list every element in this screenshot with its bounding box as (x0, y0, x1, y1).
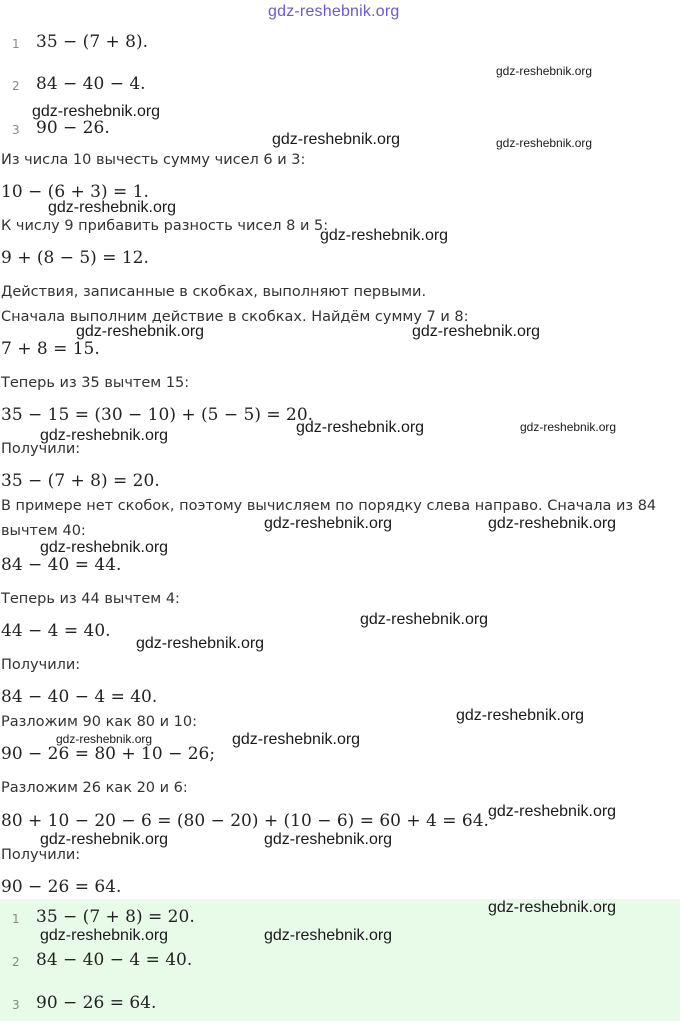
watermark: gdz-reshebnik.org (136, 635, 265, 652)
task-number: 1 (12, 37, 20, 51)
answer-number: 1 (12, 912, 20, 926)
task-number: 2 (12, 79, 20, 93)
solution-text: Получили: (1, 657, 81, 673)
watermark: gdz-reshebnik.org (456, 707, 585, 724)
watermark: gdz-reshebnik.org (40, 831, 169, 848)
watermark: gdz-reshebnik.org (488, 803, 617, 820)
solution-math: 9 + (8 − 5) = 12. (1, 248, 149, 268)
watermark: gdz-reshebnik.org (232, 731, 361, 748)
watermark: gdz-reshebnik.org (496, 64, 593, 78)
task-expression: 90 − 26. (36, 118, 110, 138)
watermark: gdz-reshebnik.org (40, 427, 169, 444)
watermark: gdz-reshebnik.org (264, 927, 393, 944)
solution-math: 7 + 8 = 15. (1, 339, 100, 359)
site-header-watermark[interactable]: gdz-reshebnik.org (268, 3, 400, 20)
answer-expression: 90 − 26 = 64. (36, 993, 157, 1013)
solution-math: 84 − 40 − 4 = 40. (1, 687, 158, 707)
solution-text: Теперь из 44 вычтем 4: (1, 591, 180, 607)
solution-text: вычтем 40: (1, 523, 86, 539)
watermark: gdz-reshebnik.org (488, 899, 617, 916)
solution-text: К числу 9 прибавить разность чисел 8 и 5: (1, 218, 329, 234)
watermark: gdz-reshebnik.org (412, 323, 541, 340)
answer-number: 3 (12, 998, 20, 1012)
solution-text: Разложим 26 как 20 и 6: (1, 780, 188, 796)
solution-text: Из числа 10 вычесть сумму чисел 6 и 3: (1, 152, 306, 168)
watermark: gdz-reshebnik.org (40, 927, 169, 944)
solution-math: 10 − (6 + 3) = 1. (1, 182, 149, 202)
solution-math: 35 − (7 + 8) = 20. (1, 471, 160, 491)
solution-text: Получили: (1, 441, 81, 457)
answer-expression: 35 − (7 + 8) = 20. (36, 907, 195, 927)
watermark: gdz-reshebnik.org (48, 199, 177, 216)
watermark: gdz-reshebnik.org (56, 732, 153, 746)
solution-math: 35 − 15 = (30 − 10) + (5 − 5) = 20. (1, 405, 314, 425)
answer-number: 2 (12, 955, 20, 969)
solution-math: 90 − 26 = 80 + 10 − 26; (1, 744, 216, 764)
watermark: gdz-reshebnik.org (296, 419, 425, 436)
task-number: 3 (12, 123, 20, 137)
watermark: gdz-reshebnik.org (76, 323, 205, 340)
task-expression: 84 − 40 − 4. (36, 74, 146, 94)
watermark: gdz-reshebnik.org (496, 136, 593, 150)
solution-text: В примере нет скобок, поэтому вычисляем по порядку слева направо. Сначала из 84 (1, 498, 657, 514)
watermark: gdz-reshebnik.org (32, 103, 161, 120)
watermark: gdz-reshebnik.org (520, 420, 617, 434)
answer-expression: 84 − 40 − 4 = 40. (36, 950, 193, 970)
solution-math: 84 − 40 = 44. (1, 555, 122, 575)
solution-text: Получили: (1, 847, 81, 863)
solution-text: Действия, записанные в скобках, выполняют первыми. (1, 284, 427, 300)
watermark: gdz-reshebnik.org (360, 611, 489, 628)
solution-text: Сначала выполним действие в скобках. Найдём сумму 7 и 8: (1, 309, 469, 325)
solution-text: Разложим 90 как 80 и 10: (1, 714, 198, 730)
solution-text: Теперь из 35 вычтем 15: (1, 375, 190, 391)
watermark: gdz-reshebnik.org (320, 227, 449, 244)
task-expression: 35 − (7 + 8). (36, 32, 149, 52)
solution-math: 44 − 4 = 40. (1, 621, 111, 641)
watermark: gdz-reshebnik.org (40, 539, 169, 556)
watermark: gdz-reshebnik.org (488, 515, 617, 532)
watermark: gdz-reshebnik.org (264, 831, 393, 848)
solution-math: 80 + 10 − 20 − 6 = (80 − 20) + (10 − 6) = 60 + 4 = 64. (1, 811, 489, 831)
watermark: gdz-reshebnik.org (272, 131, 401, 148)
watermark: gdz-reshebnik.org (264, 515, 393, 532)
solution-math: 90 − 26 = 64. (1, 877, 122, 897)
